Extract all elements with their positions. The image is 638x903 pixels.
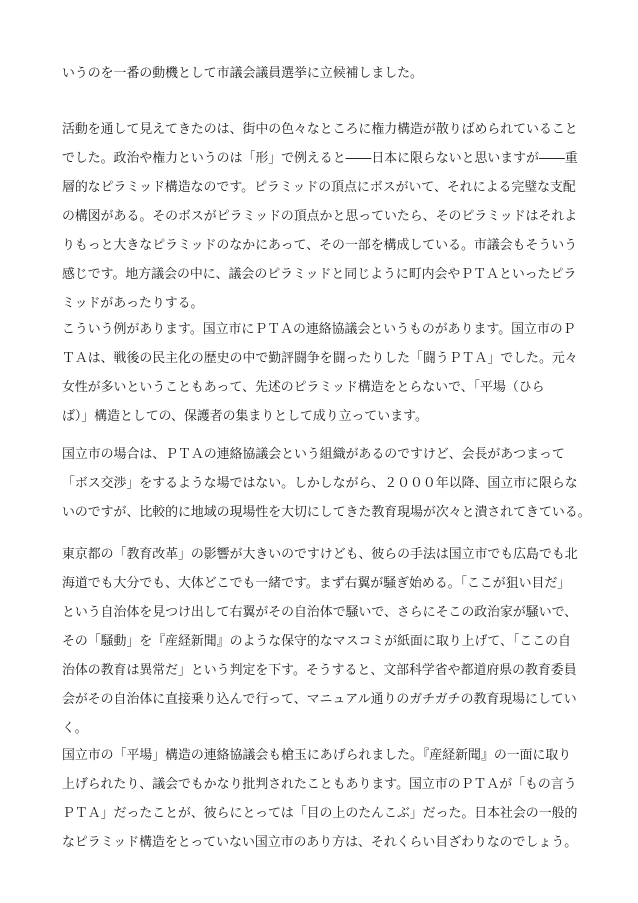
paragraph-6-line-4: なピラミッド構造をとっていない国立市のあり方は、それくらい目ざわりなのでしょう。 xyxy=(62,835,578,850)
paragraph-2-line-6: 感じです。地方議会の中に、議会のピラミッドと同じように町内会やＰＴＡといったピラ xyxy=(62,267,577,282)
paragraph-6-line-1: 国立市の「平場」構造の連絡協議会も槍玉にあげられました。『産経新聞』の一面に取り xyxy=(62,748,572,763)
paragraph-1-line-1: いうのを一番の動機として市議会議員選挙に立候補しました。 xyxy=(62,66,423,81)
paragraph-4-line-3: いのですが、比較的に地域の現場性を大切にしてきた教育現場が次々と潰されてきている。 xyxy=(62,505,591,520)
paragraph-2-line-5: りもっと大きなピラミッドのなかにあって、その一部を構成している。市議会もそういう xyxy=(62,238,577,253)
paragraph-2-line-7: ミッドがあったりする。 xyxy=(62,296,204,311)
paragraph-4-line-1: 国立市の場合は、ＰＴＡの連絡協議会という組織があるのですけど、会長があつまって xyxy=(62,447,565,462)
paragraph-5-line-5: 治体の教育は異常だ」という判定を下す。そうすると、文部科学省や都道府県の教育委員 xyxy=(62,663,577,678)
paragraph-2-line-3: 層的なピラミッド構造なのです。ピラミッドの頂点にボスがいて、それによる完璧な支配 xyxy=(62,180,576,195)
paragraph-6-line-2: 上げられたり、議会でもかなり批判されたこともあります。国立市のＰＴＡが「もの言う xyxy=(62,777,577,792)
paragraph-2-line-1: 活動を通して見えてきたのは、街中の色々なところに権力構造が散りばめられていること xyxy=(62,122,578,137)
paragraph-2-line-2: でした。政治や権力というのは「形」で例えると――日本に限らないと思いますが――重 xyxy=(62,151,578,166)
paragraph-5-line-7: く。 xyxy=(62,721,88,736)
paragraph-4-line-2: 「ボス交渉」をするような場ではない。しかしながら、２０００年以降、国立市に限らな xyxy=(62,476,578,491)
paragraph-6-line-3: ＰＴＡ」だったことが、彼らにとっては「目の上のたんこぶ」だった。日本社会の一般的 xyxy=(62,806,578,821)
paragraph-5-line-2: 海道でも大分でも、大体どこでも一緒です。まず右翼が騒ぎ始める。「ここが狙い目だ」 xyxy=(62,576,571,591)
paragraph-5-line-1: 東京都の「教育改革」の影響が大きいのですけども、彼らの手法は国立市でも広島でも北 xyxy=(62,547,578,562)
paragraph-5-line-3: という自治体を見つけ出して右翼がその自治体で騒いで、さらにそこの政治家が騒いで、 xyxy=(62,605,578,620)
paragraph-5-line-4: その「騒動」を『産経新聞』のような保守的なマスコミが紙面に取り上げて、「ここの自 xyxy=(62,634,571,649)
paragraph-5-line-6: 会がその自治体に直接乗り込んで行って、マニュアル通りのガチガチの教育現場にしてい xyxy=(62,692,577,707)
paragraph-2-line-4: の構図がある。そのボスがピラミッドの頂点かと思っていたら、そのピラミッドはそれよ xyxy=(62,209,578,224)
paragraph-3-line-4: ば）」構造としての、保護者の集まりとして成り立っています。 xyxy=(62,409,428,424)
paragraph-3-line-2: ＴＡは、戦後の民主化の歴史の中で勤評闘争を闘ったりした「闘うＰＴＡ」でした。元々 xyxy=(62,351,578,366)
paragraph-3-line-1: こういう例があります。国立市にＰＴＡの連絡協議会というものがあります。国立市のＰ xyxy=(62,322,576,337)
paragraph-3-line-3: 女性が多いということもあって、先述のピラミッド構造をとらないで、「平場（ひら xyxy=(62,380,545,395)
